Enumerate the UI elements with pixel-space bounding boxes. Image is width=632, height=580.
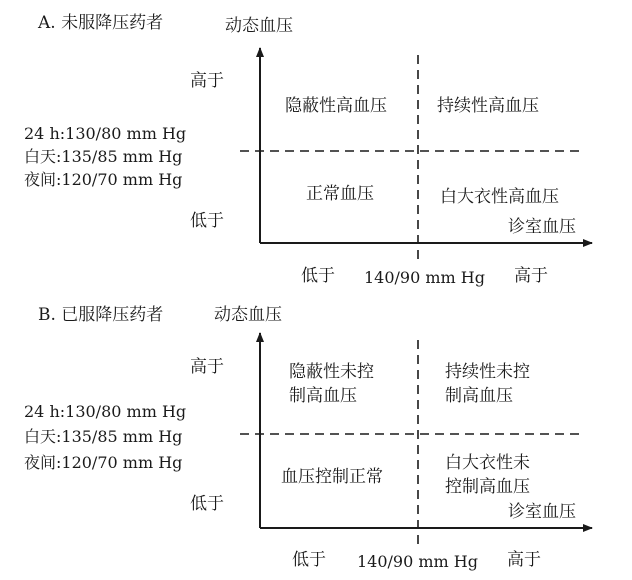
panel-b-threshold-24h: 24 h:130/80 mm Hg — [24, 402, 187, 421]
panel-b-quadrant-sustained-line1: 持续性未控 — [445, 362, 530, 382]
panel-a-threshold-24h: 24 h:130/80 mm Hg — [24, 124, 187, 143]
panel-a-quadrant-masked-hypertension: 隐蔽性高血压 — [285, 96, 387, 116]
panel-b-quadrant-controlled: 血压控制正常 — [281, 467, 383, 487]
panel-a-x-axis-label: 诊室血压 — [508, 217, 576, 237]
panel-a-x-threshold-label: 140/90 mm Hg — [364, 268, 485, 287]
panel-b-quadrant-white-coat-line2: 控制高血压 — [445, 477, 530, 497]
panel-b-x-threshold-label: 140/90 mm Hg — [357, 552, 478, 571]
panel-b-y-high-label: 高于 — [190, 357, 224, 377]
panel-a-quadrant-normal: 正常血压 — [306, 184, 374, 204]
panel-b-x-high-label: 高于 — [507, 550, 541, 570]
panel-b-quadrant-white-coat-line1: 白大衣性未 — [445, 453, 530, 473]
panel-a-quadrant-white-coat: 白大衣性高血压 — [440, 187, 559, 207]
panel-b-threshold-night: 夜间:120/70 mm Hg — [24, 453, 183, 472]
panel-a-x-low-label: 低于 — [301, 266, 335, 286]
panel-b-title: B. 已服降压药者 — [38, 305, 164, 325]
panel-b-quadrant-sustained-line2: 制高血压 — [445, 386, 513, 406]
panel-a-threshold-night: 夜间:120/70 mm Hg — [24, 170, 183, 189]
panel-b-x-axis-label: 诊室血压 — [508, 502, 576, 522]
panel-b-quadrant-masked-uncontrolled — [289, 360, 374, 408]
panel-a-threshold-day: 白天:135/85 mm Hg — [24, 147, 183, 166]
panel-b-quadrant-sustained-uncontrolled — [445, 360, 530, 408]
panel-b-threshold-day: 白天:135/85 mm Hg — [24, 427, 183, 446]
panel-a-quadrant-sustained-hypertension: 持续性高血压 — [437, 96, 539, 116]
panel-b-quadrant-white-coat-uncontrolled — [445, 451, 530, 499]
panel-b-quadrant-masked-line2: 制高血压 — [289, 386, 357, 406]
panel-a-title: A. 未服降压药者 — [38, 13, 164, 33]
panel-b-y-low-label: 低于 — [190, 494, 224, 514]
panel-a-x-high-label: 高于 — [514, 266, 548, 286]
panel-b-y-axis-label: 动态血压 — [214, 305, 282, 325]
panel-a-y-low-label: 低于 — [190, 211, 224, 231]
panel-b-x-low-label: 低于 — [292, 550, 326, 570]
panel-a-y-axis-label: 动态血压 — [225, 16, 293, 36]
panel-a-y-high-label: 高于 — [190, 71, 224, 91]
panel-b-quadrant-masked-line1: 隐蔽性未控 — [289, 362, 374, 382]
